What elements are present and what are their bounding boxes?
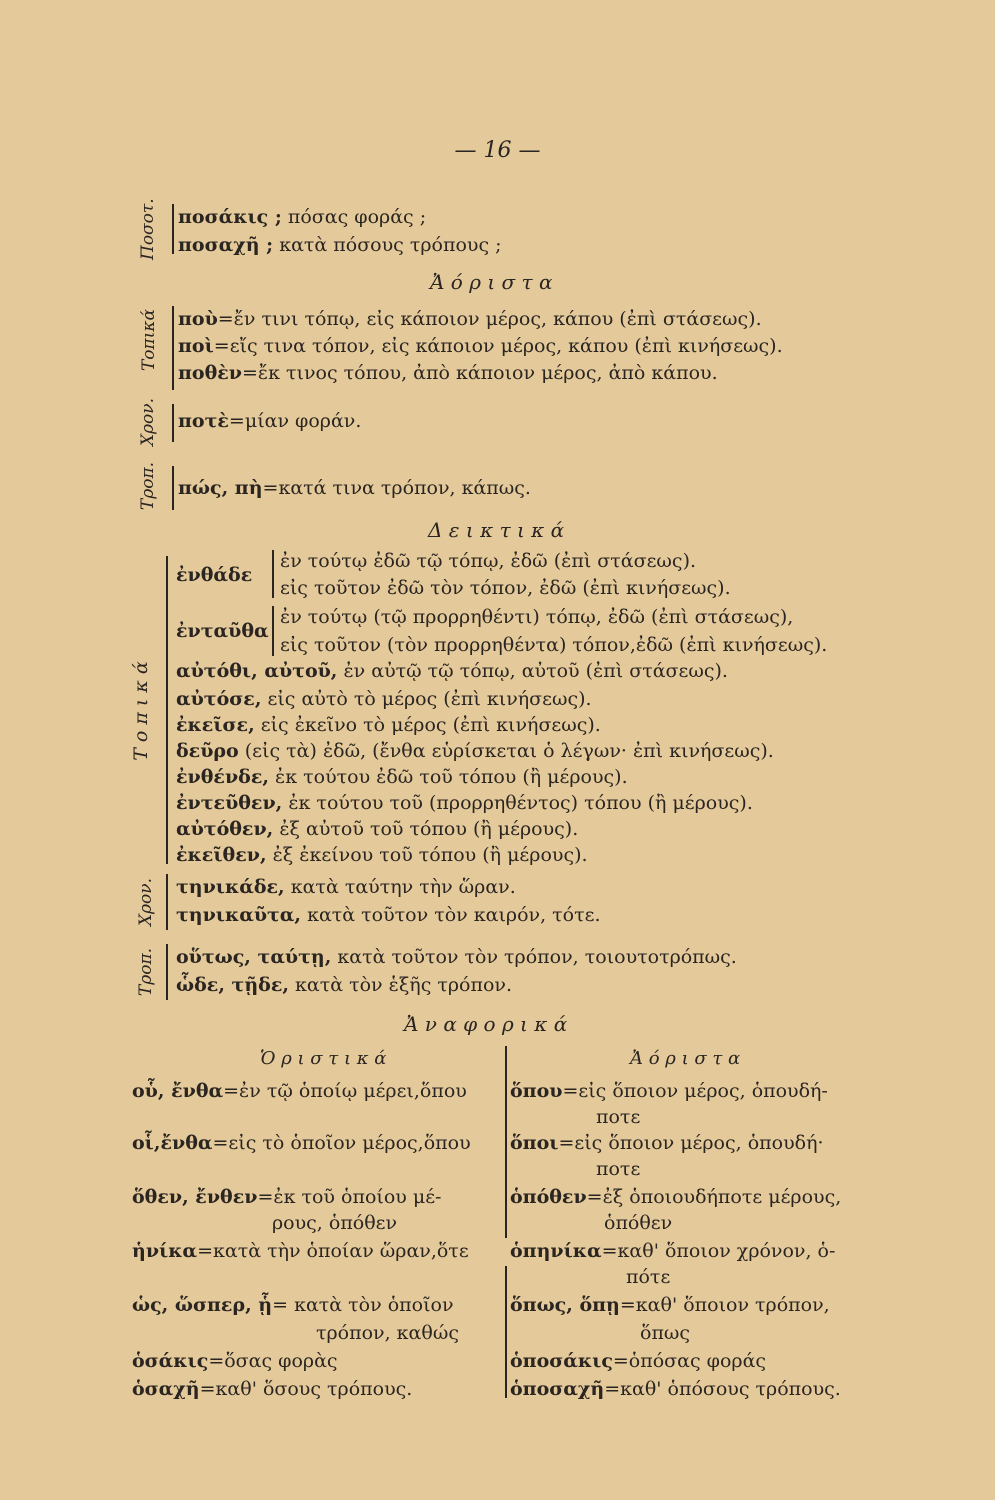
xron-label: Χρον.: [138, 397, 158, 447]
entautha-line-1: ἐν τούτῳ (τῷ προρρηθέντι) τόπῳ, ἐδῶ (ἐπὶ στάσεως),: [280, 606, 794, 628]
table-left-row: ὅθεν, ἔνθεν=ἐκ τοῦ ὁποίου μέ-: [132, 1186, 442, 1208]
brace: [172, 204, 174, 254]
table-right-row: ὁποσάκις=ὁπόσας φοράς: [510, 1350, 767, 1372]
deiktika-line: ἐντεῦθεν, ἐκ τούτου τοῦ (προρρηθέντος) τόπου (ἢ μέρους).: [176, 792, 753, 814]
table-right-row-cont: ὅπως: [640, 1322, 691, 1344]
deiktika-line: αὐτόσε, εἰς αὐτὸ τὸ μέρος (ἐπὶ κινήσεως).: [176, 688, 592, 710]
table-right-row: ὁπόθεν=ἐξ ὁποιουδήποτε μέρους,: [510, 1186, 842, 1208]
brace: [166, 944, 168, 1000]
brace: [166, 556, 168, 864]
table-left-row-cont: τρόπον, καθώς: [316, 1322, 459, 1344]
brace: [172, 404, 174, 442]
table-left-row: ὁσάκις=ὅσας φορὰς: [132, 1350, 338, 1372]
anaforika-heading: Ἀ ν α φ ο ρ ι κ ά: [404, 1012, 568, 1036]
entautha-line-2: εἰς τοῦτον (τὸν προρρηθέντα) τόπον,ἐδῶ (ἐπὶ κινήσεως).: [280, 634, 828, 656]
deiktika-line: ἐκεῖσε, εἰς ἐκεῖνο τὸ μέρος (ἐπὶ κινήσεως).: [176, 714, 601, 736]
table-right-row-cont: ὁπόθεν: [604, 1212, 673, 1234]
brace: [172, 306, 174, 390]
topika-label: Τοπικά: [139, 308, 159, 372]
table-right-row: ὅπου=εἰς ὅποιον μέρος, ὁπουδή-: [510, 1080, 828, 1102]
table-right-row-cont: ποτε: [596, 1106, 641, 1128]
posot-label: Ποσοτ.: [138, 198, 158, 260]
brace: [272, 550, 274, 598]
topika-line-3: ποθὲν=ἔκ τινος τόπου, ἀπὸ κάποιον μέρος, ἀπὸ κάπου.: [178, 362, 718, 384]
brace: [172, 466, 174, 510]
topika-line-1: ποὺ=ἔν τινι τόπῳ, εἰς κάποιον μέρος, κάπου (ἐπὶ στάσεως).: [178, 308, 762, 330]
xron-label: Χρον.: [136, 877, 156, 927]
entautha-word: ἐνταῦθα: [176, 620, 269, 642]
xron-line-1: τηνικάδε, κατὰ ταύτην τὴν ὥραν.: [176, 876, 516, 898]
deiktika-heading: Δ ε ι κ τ ι κ ά: [428, 518, 565, 542]
table-right-row: ὅπως, ὅπῃ=καθ' ὅποιον τρόπον,: [510, 1294, 830, 1316]
table-right-row-cont: ποτε: [596, 1158, 641, 1180]
table-right-row: ὁπηνίκα=καθ' ὅποιον χρόνον, ὁ-: [510, 1240, 836, 1262]
table-left-head: Ὁ ρ ι σ τ ι κ ά: [260, 1048, 387, 1069]
table-right-row-cont: πότε: [626, 1266, 671, 1288]
deiktika-line: δεῦρο (εἰς τὰ) ἐδῶ, (ἔνθα εὑρίσκεται ὁ λέγων· ἐπὶ κινήσεως).: [176, 740, 774, 762]
posot-line-1: ποσάκις ; πόσας φοράς ;: [178, 206, 427, 228]
trop-line-2: ὧδε, τῇδε, κατὰ τὸν ἑξῆς τρόπον.: [176, 974, 513, 996]
trop-label: Τροπ.: [138, 461, 158, 511]
brace: [166, 874, 168, 930]
table-left-row: ὡς, ὥσπερ, ᾗ= κατὰ τὸν ὁποῖον: [132, 1294, 454, 1316]
page-number: — 16 —: [454, 138, 541, 163]
column-divider: [505, 1266, 507, 1398]
xron-line: ποτὲ=μίαν φοράν.: [178, 410, 362, 432]
table-left-row-cont: ρους, ὁπόθεν: [272, 1212, 398, 1234]
table-right-row: ὅποι=εἰς ὅποιον μέρος, ὁπουδή·: [510, 1132, 824, 1154]
topika-line-2: ποὶ=εἴς τινα τόπον, εἰς κάποιον μέρος, κάπου (ἐπὶ κινήσεως).: [178, 335, 783, 357]
endade-line-1: ἐν τούτῳ ἐδῶ τῷ τόπῳ, ἐδῶ (ἐπὶ στάσεως).: [280, 550, 697, 572]
endade-word: ἐνθάδε: [176, 564, 253, 586]
table-left-row: ἡνίκα=κατὰ τὴν ὁποίαν ὥραν,ὅτε: [132, 1240, 469, 1262]
deiktika-line: ἐνθένδε, ἐκ τούτου ἐδῶ τοῦ τόπου (ἢ μέρους).: [176, 766, 628, 788]
table-left-row: οἷ,ἔνθα=εἰς τὸ ὁποῖον μέρος,ὅπου: [132, 1132, 471, 1154]
deiktika-line: αὐτόθι, αὐτοῦ, ἐν αὐτῷ τῷ τόπῳ, αὐτοῦ (ἐπὶ στάσεως).: [176, 660, 728, 682]
posot-line-2: ποσαχῆ ; κατὰ πόσους τρόπους ;: [178, 234, 502, 256]
brace: [272, 606, 274, 656]
trop-line-1: οὕτως, ταύτῃ, κατὰ τοῦτον τὸν τρόπον, τοιουτοτρόπως.: [176, 946, 737, 968]
table-left-row: ὁσαχῆ=καθ' ὅσους τρόπους.: [132, 1378, 413, 1400]
endade-line-2: εἰς τοῦτον ἐδῶ τὸν τόπον, ἐδῶ (ἐπὶ κινήσεως).: [280, 577, 731, 599]
trop-line: πώς, πὴ=κατά τινα τρόπον, κάπως.: [178, 477, 531, 499]
deiktika-line: ἐκεῖθεν, ἐξ ἐκείνου τοῦ τόπου (ἢ μέρους).: [176, 844, 588, 866]
column-divider: [505, 1046, 507, 1238]
table-right-head: Ἀ ό ρ ι σ τ α: [630, 1048, 741, 1069]
deiktika-line: αὐτόθεν, ἐξ αὐτοῦ τοῦ τόπου (ἢ μέρους).: [176, 818, 579, 840]
xron-line-2: τηνικαῦτα, κατὰ τοῦτον τὸν καιρόν, τότε.: [176, 904, 601, 926]
trop-label: Τροπ.: [136, 947, 156, 997]
table-right-row: ὁποσαχῆ=καθ' ὁπόσους τρόπους.: [510, 1378, 841, 1400]
aorista-heading: Ἀ ό ρ ι σ τ α: [430, 270, 553, 294]
table-left-row: οὗ, ἔνθα=ἐν τῷ ὁποίῳ μέρει,ὅπου: [132, 1080, 467, 1102]
topika-deiktika-label: Τ ο π ι κ ά: [130, 661, 152, 761]
